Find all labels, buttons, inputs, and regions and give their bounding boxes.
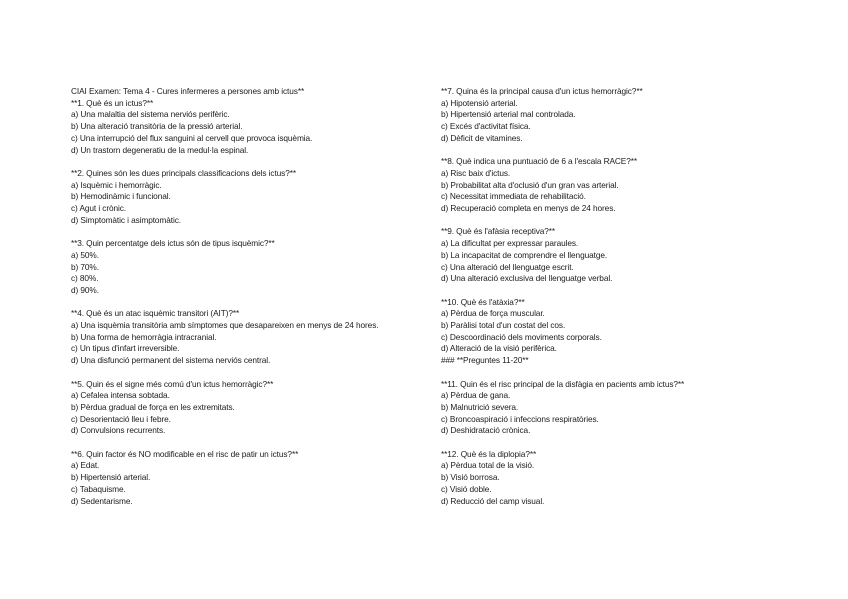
question-text: **9. Què és l'afàsia receptiva?**	[441, 226, 556, 237]
block-spacer	[441, 437, 801, 449]
question-text: **6. Quin factor és NO modificable en el risc de patir un ictus?**	[71, 448, 299, 459]
answer-option: d) Sedentarisme.	[71, 495, 133, 506]
answer-option: d) Alteració de la visió perifèrica.	[441, 343, 557, 354]
question-text: **12. Què és la diplopia?**	[441, 448, 537, 459]
answer-option: d) Dèficit de vitamines.	[441, 132, 523, 143]
answer-option: a) Risc baix d'ictus.	[441, 167, 511, 178]
answer-option: d) Un trastorn degeneratiu de la medul·la espinal.	[71, 144, 249, 155]
question-text: **2. Quines són les dues principals classificacions dels ictus?**	[71, 167, 297, 178]
answer-option: d) Una disfunció permanent del sistema nerviós central.	[71, 355, 271, 366]
answer-option: a) La dificultat per expressar paraules.	[441, 238, 579, 249]
answer-option: a) Isquèmic i hemorràgic.	[71, 179, 162, 190]
answer-option: a) Pèrdua de força muscular.	[441, 308, 545, 319]
question-text: **11. Quin és el risc principal de la disfàgia en pacients amb ictus?**	[441, 378, 685, 389]
question-text: **8. Què indica una puntuació de 6 a l'escala RACE?**	[441, 156, 638, 167]
question-block	[441, 86, 801, 145]
block-spacer	[71, 226, 431, 238]
answer-option: c) Visió doble.	[441, 483, 492, 494]
answer-option: a) Una malaltia del sistema nerviós perifèric.	[71, 109, 230, 120]
answer-option: d) 90%.	[71, 284, 99, 295]
answer-option: a) Cefalea intensa sobtada.	[71, 390, 170, 401]
question-text: **3. Quin percentatge dels ictus són de tipus isquèmic?**	[71, 238, 275, 249]
answer-option: **1. Què és un ictus?**	[71, 97, 154, 108]
answer-option: c) Agut i crònic.	[71, 203, 127, 214]
answer-option: a) Edat.	[71, 460, 100, 471]
question-block	[71, 86, 431, 156]
answer-option: a) 50%.	[71, 249, 99, 260]
question-block	[441, 226, 801, 285]
answer-option: c) Descoordinació dels moviments corporals.	[441, 331, 602, 342]
answer-option: b) Malnutrició severa.	[441, 401, 519, 412]
answer-option: d) Reducció del camp visual.	[441, 495, 545, 506]
answer-option: c) Un tipus d'infart irreversible.	[71, 343, 180, 354]
block-spacer	[71, 437, 431, 449]
answer-option: c) Broncoaspiració i infeccions respiratòries.	[441, 413, 599, 424]
answer-option: b) Una forma de hemorràgia intracranial.	[71, 331, 217, 342]
question-text: **7. Quina és la principal causa d'un ictus hemorràgic?**	[441, 86, 643, 96]
answer-option: b) Probabilitat alta d'oclusió d'un gran vas arterial.	[441, 179, 619, 190]
answer-option: c) Excés d'activitat física.	[441, 121, 531, 132]
question-text: **5. Quin és el signe més comú d'un ictus hemorràgic?**	[71, 378, 274, 389]
question-text: **4. Què és un atac isquèmic transitori (AIT)?**	[71, 308, 240, 319]
answer-option: b) Visió borrosa.	[441, 472, 500, 483]
answer-option: b) Hemodinàmic i funcional.	[71, 191, 171, 202]
answer-option: d) Deshidratació crònica.	[441, 425, 531, 436]
answer-option: b) La incapacitat de comprendre el llenguatge.	[441, 249, 608, 260]
question-block	[441, 156, 801, 215]
answer-option: a) Pèrdua total de la visió.	[441, 460, 535, 471]
block-spacer	[441, 145, 801, 157]
question-block	[441, 449, 801, 508]
answer-option: b) 70%.	[71, 261, 99, 272]
answer-option: b) Hipertensió arterial.	[71, 472, 151, 483]
question-block	[71, 449, 431, 508]
block-spacer	[441, 285, 801, 297]
question-block	[71, 379, 431, 438]
block-spacer	[441, 215, 801, 227]
answer-option: d) Convulsions recurrents.	[71, 425, 166, 436]
answer-option: d) Recuperació completa en menys de 24 hores.	[441, 203, 616, 214]
right-column	[441, 86, 801, 507]
answer-option: c) Desorientació lleu i febre.	[71, 413, 171, 424]
block-spacer	[71, 156, 431, 168]
block-spacer	[71, 367, 431, 379]
question-block	[441, 297, 801, 367]
answer-option: b) Una alteració transitòria de la pressió arterial.	[71, 121, 243, 132]
answer-option: a) Pèrdua de gana.	[441, 390, 511, 401]
answer-option: a) Una isquèmia transitòria amb símptomes que desapareixen en menys de 24 hores.	[71, 320, 379, 331]
answer-option: d) Una alteració exclusiva del llenguatge verbal.	[441, 273, 613, 284]
answer-option: c) Necessitat immediata de rehabilitació.	[441, 191, 586, 202]
question-text: CIAI Examen: Tema 4 - Cures infermeres a persones amb ictus**	[71, 86, 305, 96]
answer-option: d) Simptomàtic i asimptomàtic.	[71, 214, 181, 225]
answer-option: a) Hipotensió arterial.	[441, 97, 518, 108]
question-block	[441, 379, 801, 438]
answer-option: b) Paràlisi total d'un costat del cos.	[441, 320, 566, 331]
answer-option: b) Pèrdua gradual de força en les extremitats.	[71, 401, 235, 412]
answer-option: c) Tabaquisme.	[71, 483, 126, 494]
block-spacer	[71, 297, 431, 309]
answer-option: b) Hipertensió arterial mal controlada.	[441, 109, 576, 120]
answer-option: ### **Preguntes 11-20**	[441, 355, 529, 366]
question-block	[71, 168, 431, 227]
left-column	[71, 86, 431, 507]
question-block	[71, 308, 431, 367]
block-spacer	[441, 367, 801, 379]
answer-option: c) Una interrupció del flux sanguini al cervell que provoca isquèmia.	[71, 132, 313, 143]
answer-option: c) 80%.	[71, 273, 99, 284]
answer-option: c) Una alteració del llenguatge escrit.	[441, 261, 574, 272]
question-block	[71, 238, 431, 297]
question-text: **10. Què és l'atàxia?**	[441, 296, 525, 307]
